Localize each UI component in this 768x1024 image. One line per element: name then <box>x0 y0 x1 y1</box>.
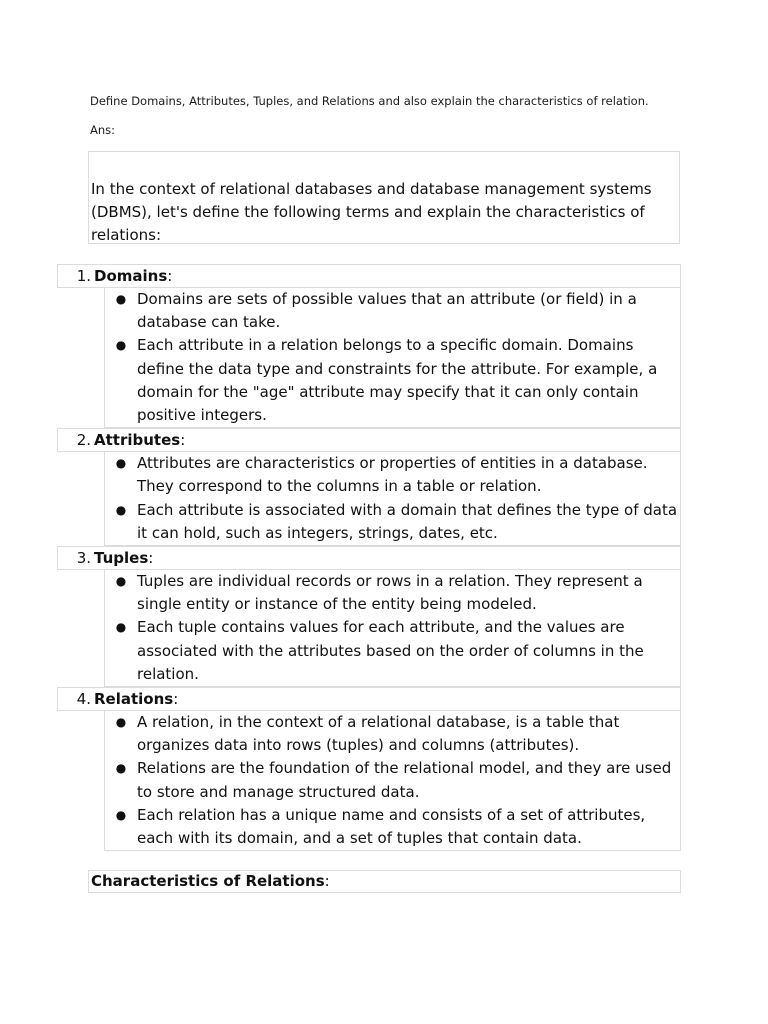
item-colon: : <box>173 690 179 709</box>
item-number: 1. <box>76 267 91 285</box>
bullet-item <box>105 288 680 334</box>
item-colon: : <box>148 549 154 568</box>
item-number: 3. <box>76 549 91 568</box>
list-item-relations <box>57 687 681 711</box>
bullet-text: Each attribute in a relation belongs to a specific domain. Domains define the data type and constraints for the attribute. For example, a domain for the "age" attribute may specify that it can only contain positive integers. <box>137 336 658 425</box>
intro-paragraph: In the context of relational databases and database management systems (DBMS), let's define the following terms and explain the characteristics of relations: <box>88 151 680 244</box>
item-colon: : <box>167 267 173 285</box>
sub-list <box>104 570 681 687</box>
bullet-text: Each attribute is associated with a domain that defines the type of data it can hold, such as integers, strings, dates, etc. <box>137 500 678 542</box>
characteristics-colon: : <box>324 872 330 890</box>
bullet-item <box>105 570 680 616</box>
bullet-item <box>105 757 680 803</box>
bullet-item <box>105 499 680 545</box>
bullet-item <box>105 334 680 427</box>
sub-list <box>104 452 681 546</box>
bullet-dot-icon: ● <box>115 292 127 306</box>
sub-list <box>104 288 681 428</box>
list-item-domains <box>57 264 681 288</box>
bullet-text: Tuples are individual records or rows in a relation. They represent a single entity or instance of the entity being modeled. <box>137 572 643 614</box>
sub-list <box>104 711 681 851</box>
bullet-dot-icon: ● <box>115 715 127 730</box>
bullet-item <box>105 711 680 757</box>
list-item-attributes <box>57 428 681 452</box>
bullet-dot-icon: ● <box>115 807 127 822</box>
bullet-dot-icon: ● <box>115 456 127 471</box>
bullet-dot-icon: ● <box>115 338 127 353</box>
item-number: 4. <box>76 690 91 709</box>
item-title: Domains <box>94 267 168 285</box>
bullet-dot-icon: ● <box>115 574 127 589</box>
bullet-text: Domains are sets of possible values that an attribute (or field) in a database can take. <box>137 290 637 332</box>
bullet-text: Attributes are characteristics or properties of entities in a database. They correspond to the columns in a table or relation. <box>137 454 648 496</box>
definitions-list <box>57 264 681 851</box>
bullet-dot-icon: ● <box>115 502 127 517</box>
question-text: Define Domains, Attributes, Tuples, and Relations and also explain the characteristics of relation. <box>90 94 649 108</box>
bullet-text: A relation, in the context of a relational database, is a table that organizes data into rows (tuples) and columns (attributes). <box>137 713 620 755</box>
bullet-item <box>105 452 680 498</box>
bullet-dot-icon: ● <box>115 620 127 635</box>
bullet-dot-icon: ● <box>115 761 127 776</box>
characteristics-heading <box>88 870 681 893</box>
characteristics-title: Characteristics of Relations <box>91 872 325 890</box>
bullet-text: Relations are the foundation of the relational model, and they are used to store and manage structured data. <box>137 759 672 801</box>
bullet-item <box>105 616 680 686</box>
bullet-text: Each relation has a unique name and consists of a set of attributes, each with its domain, and a set of tuples that contain data. <box>137 805 646 848</box>
item-title: Relations <box>94 690 174 709</box>
item-title: Tuples <box>94 549 149 568</box>
item-colon: : <box>180 431 186 450</box>
bullet-item <box>105 804 680 850</box>
answer-label: Ans: <box>90 123 116 137</box>
item-number: 2. <box>76 431 91 450</box>
bullet-text: Each tuple contains values for each attribute, and the values are associated with the attributes based on the order of columns in the relation. <box>137 618 644 683</box>
item-title: Attributes <box>94 431 181 450</box>
list-item-tuples <box>57 546 681 570</box>
